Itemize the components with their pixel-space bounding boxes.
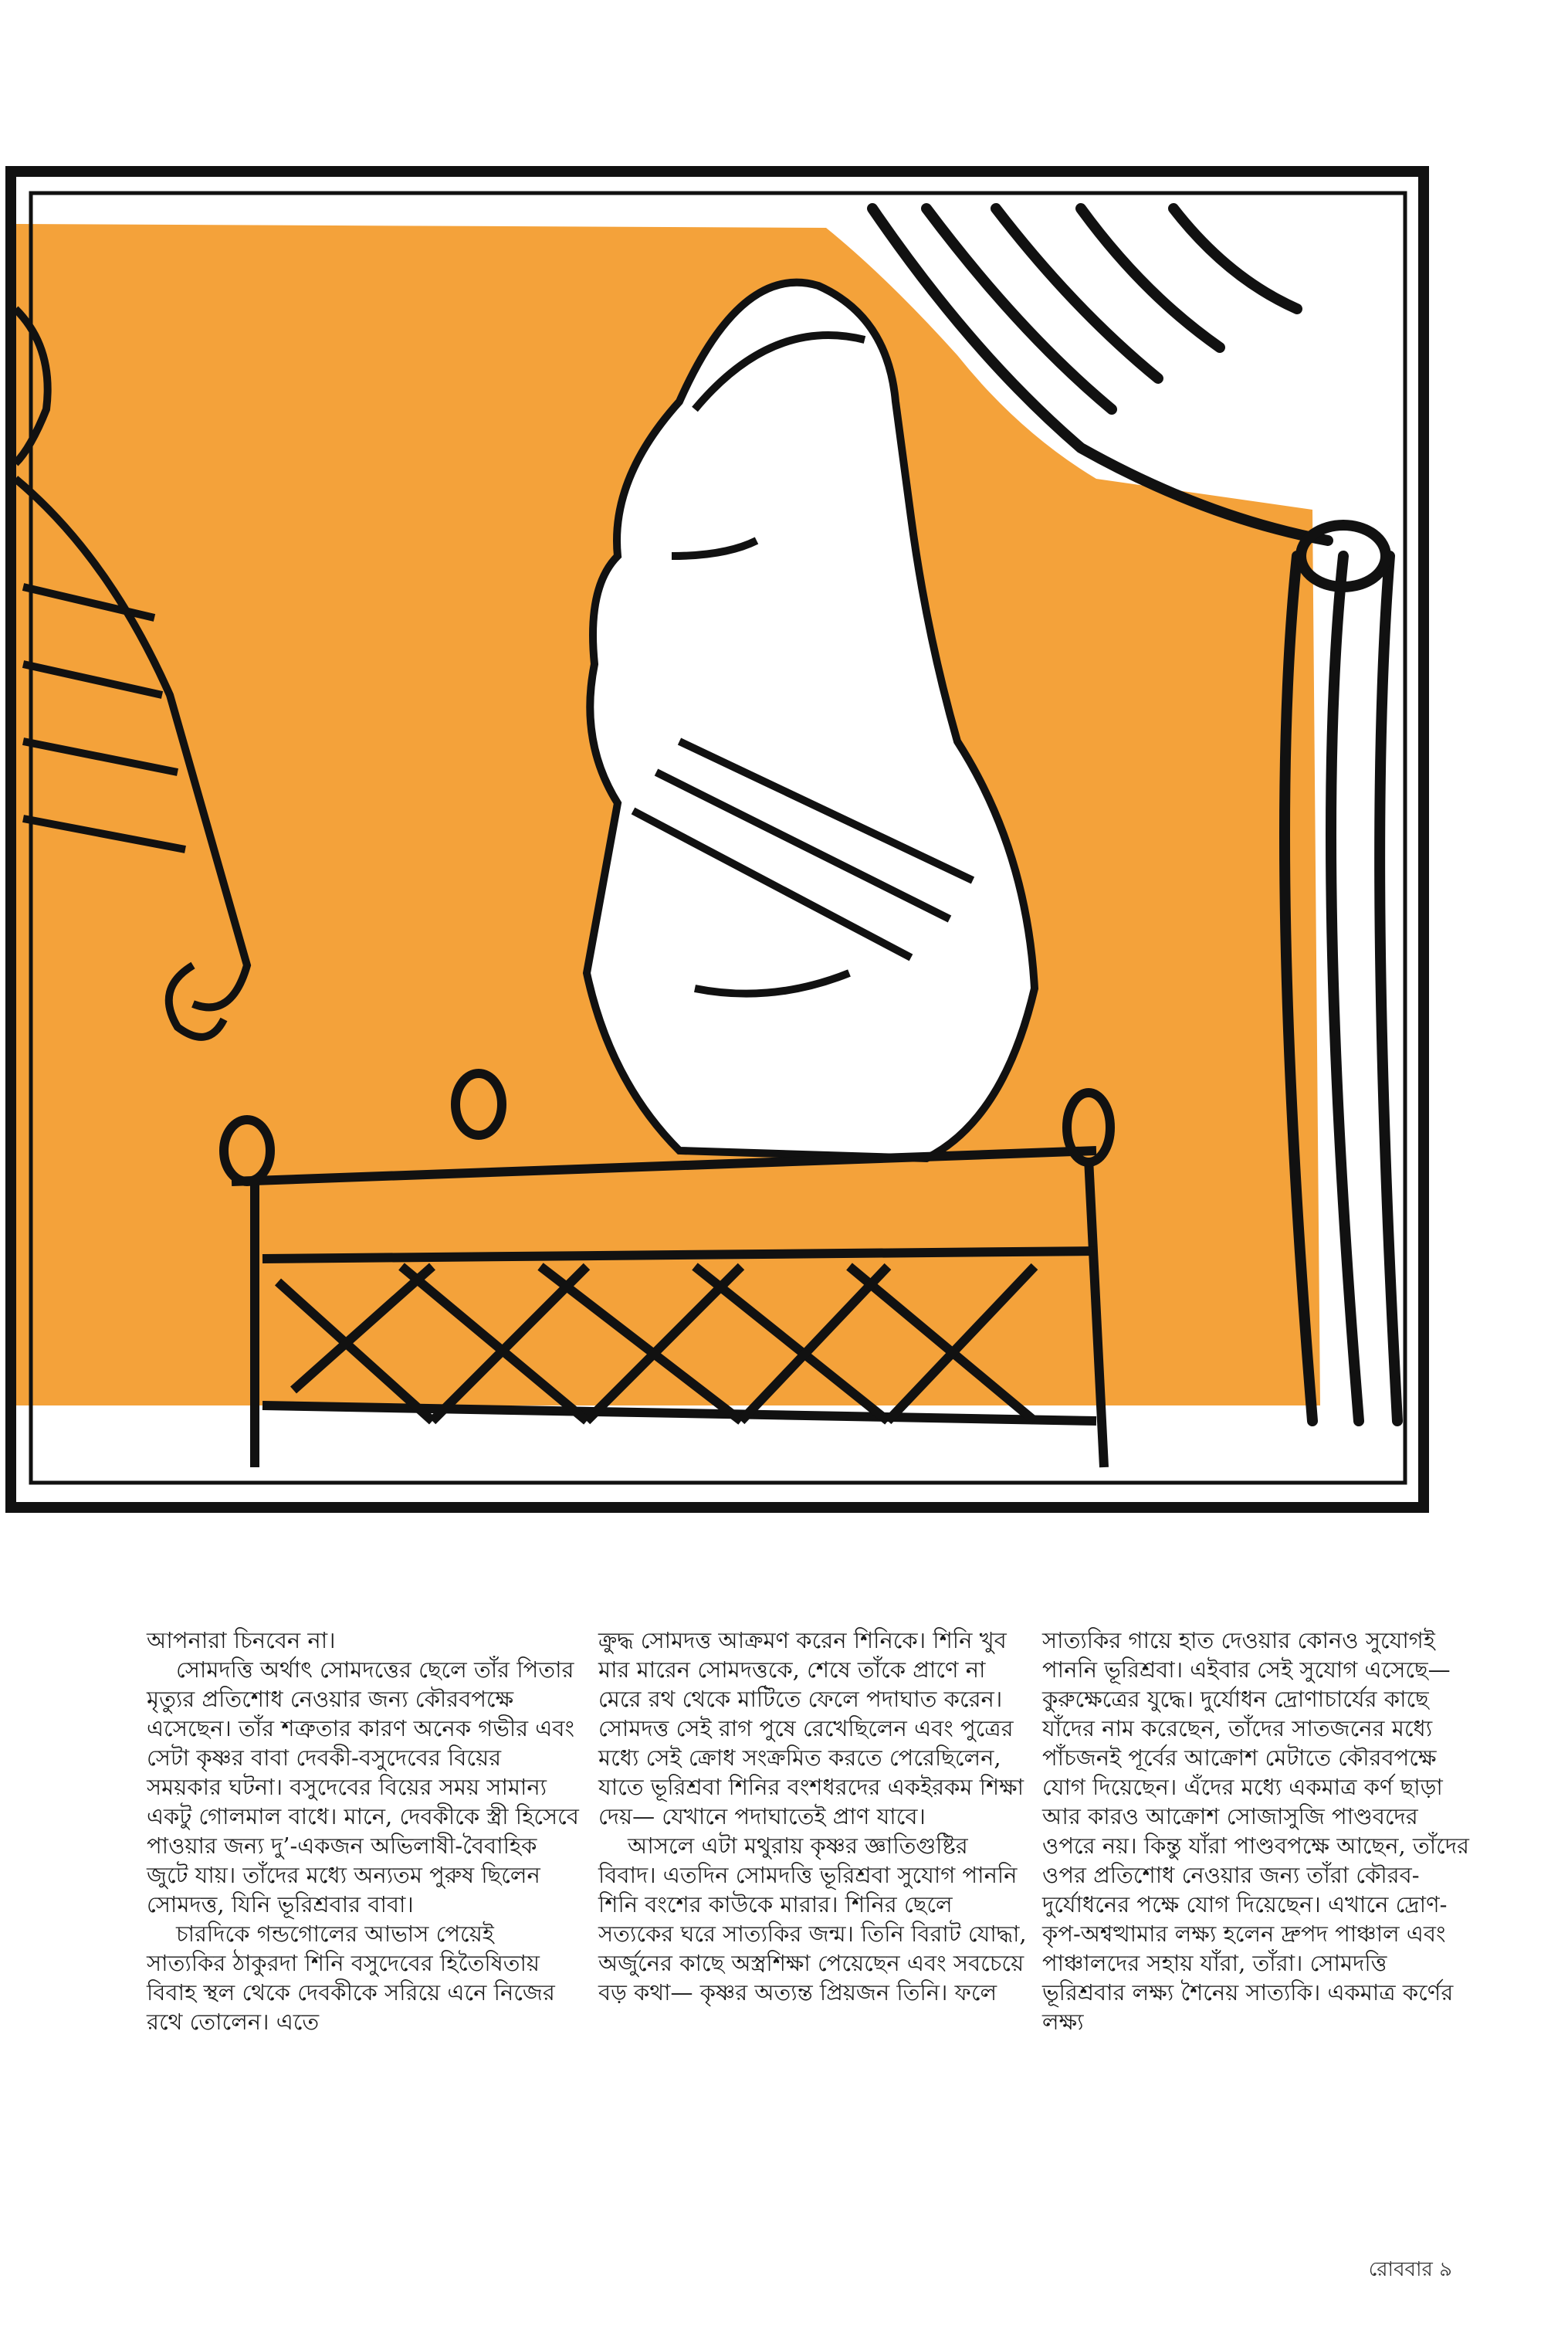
paragraph: সাত্যকির গায়ে হাত দেওয়ার কোনও সুযোগই পাননি ভূরিশ্রবা। এইবার সেই সুযোগ এসেছে— কুরুক্ষেত্রের যুদ্ধে। দুর্যোধন দ্রোণাচার্যের কাছে যাঁদের নাম করেছেন, তাঁদের সাতজনের মধ্যে পাঁচজনই পূর্বের আক্রোশ মেটাতে কৌরবপক্ষে যোগ দিয়েছেন। এঁদের মধ্যে একমাত্র কর্ণ ছাড়া আর কারও আক্রোশ সোজাসুজি পাণ্ডবদের ওপরে নয়। কিন্তু যাঁরা পাণ্ডবপক্ষে আছেন, তাঁদের ওপর প্রতিশোধ নেওয়ার জন্য তাঁরা কৌরব-দুর্যোধনের পক্ষে যোগ দিয়েছেন। এখানে দ্রোণ-কৃপ-অশ্বত্থামার লক্ষ্য হলেন দ্রুপদ পাঞ্চাল এবং পাঞ্চালদের সহায় যাঁরা, তাঁরা। সোমদত্তি ভূরিশ্রবার লক্ষ্য শৈনেয় সাত্যকি। একমাত্র কর্ণের লক্ষ্য [1042,1627,1470,2035]
article-column-3 [1042,1626,1475,2036]
paragraph: আসলে এটা মথুরায় কৃষ্ণর জ্ঞাতিগুষ্টির বিবাদ। এতদিন সোমদত্তি ভূরিশ্রবা সুযোগ পাননি শিনি বংশের কাউকে মারার। শিনির ছেলে সত্যকের ঘরে সাত্যকির জন্ম। তিনি বিরাট যোদ্ধা, অর্জুনের কাছে অস্ত্রশিক্ষা পেয়েছেন এবং সবচেয়ে বড় কথা— কৃষ্ণর অত্যন্ত প্রিয়জন তিনি। ফলে [598,1833,1027,2006]
paragraph: চারদিকে গন্ডগোলের আভাস পেয়েই সাত্যকির ঠাকুরদা শিনি বসুদেবের হিতৈষিতায় বিবাহ স্থল থেকে দেবকীকে সরিয়ে এনে নিজের রথে তোলেন। এতে [147,1921,555,2035]
article-column-1 [147,1626,579,2036]
article-column-2 [598,1626,1031,2007]
illustration [0,154,1451,1544]
page-folio: রোববার ৯ [1368,2258,1452,2281]
paragraph: আপনারা চিনবেন না। [147,1627,336,1653]
paragraph: সোমদত্তি অর্থাৎ সোমদত্তের ছেলে তাঁর পিতার মৃত্যুর প্রতিশোধ নেওয়ার জন্য কৌরবপক্ষে এসেছেন। তাঁর শত্রুতার কারণ অনেক গভীর এবং সেটা কৃষ্ণর বাবা দেবকী-বসুদেবের বিয়ের সময়কার ঘটনা। বসুদেবের বিয়ের সময় সামান্য একটু গোলমাল বাধে। মানে, দেবকীকে স্ত্রী হিসেবে পাওয়ার জন্য দু’-একজন অভিলাষী-বৈবাহিক জুটে যায়। তাঁদের মধ্যে অন্যতম পুরুষ ছিলেন সোমদত্ত, যিনি ভূরিশ্রবার বাবা। [147,1656,579,1917]
paragraph: ক্রুদ্ধ সোমদত্ত আক্রমণ করেন শিনিকে। শিনি খুব মার মারেন সোমদত্তকে, শেষে তাঁকে প্রাণে না মেরে রথ থেকে মাটিতে ফেলে পদাঘাত করেন। সোমদত্ত সেই রাগ পুষে রেখেছিলেন এবং পুত্রের মধ্যে সেই ক্রোধ সংক্রমিত করতে পেরেছিলেন, যাতে ভূরিশ্রবা শিনির বংশধরদের একইরকম শিক্ষা দেয়— যেখানে পদাঘাতেই প্রাণ যাবে। [598,1627,1024,1829]
